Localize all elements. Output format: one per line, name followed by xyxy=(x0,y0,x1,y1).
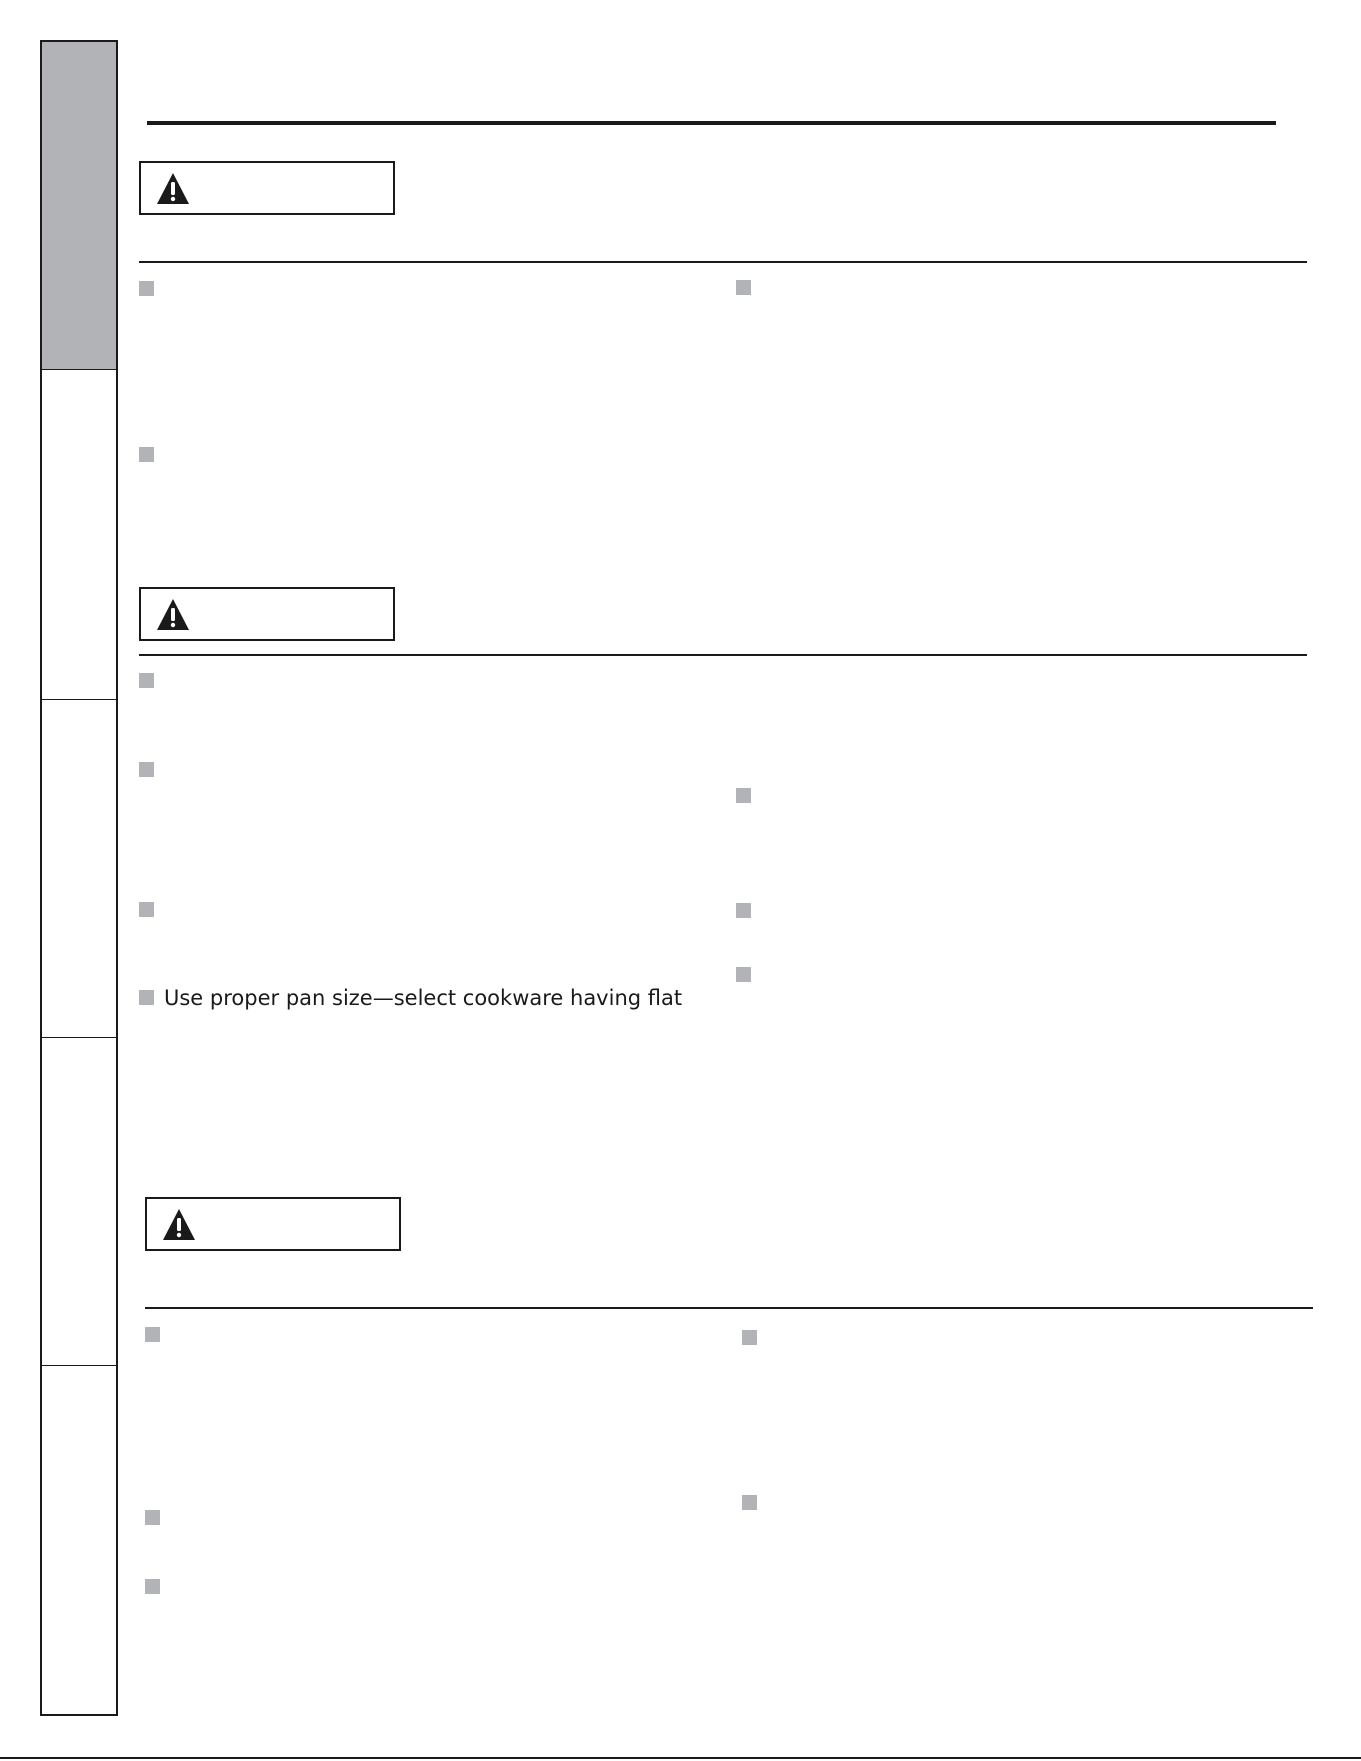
bullet-marker xyxy=(736,280,751,295)
bullet-marker xyxy=(742,1495,757,1510)
bullet-marker xyxy=(145,1327,160,1342)
warning-triangle-icon xyxy=(156,172,190,205)
bullet-text: Use proper pan size—select cookware having flat xyxy=(164,986,683,1010)
bullet-marker xyxy=(139,902,154,917)
footer-rule xyxy=(0,1757,1361,1759)
side-tab-3[interactable] xyxy=(42,700,116,1038)
bullet-marker xyxy=(736,788,751,803)
section-rule xyxy=(139,654,1307,656)
warning-box xyxy=(145,1197,401,1251)
warning-triangle-icon xyxy=(156,598,190,631)
bullet-marker xyxy=(736,903,751,918)
side-tab-strip xyxy=(40,40,118,1716)
bullet-marker xyxy=(139,281,154,296)
section-rule xyxy=(145,1307,1313,1309)
warning-triangle-icon xyxy=(162,1208,196,1241)
bullet-marker xyxy=(145,1579,160,1594)
bullet-marker xyxy=(736,967,751,982)
warning-box xyxy=(139,587,395,641)
bullet-marker xyxy=(145,1510,160,1525)
bullet-marker xyxy=(742,1330,757,1345)
section-rule xyxy=(139,261,1307,263)
bullet-marker xyxy=(139,990,154,1005)
header-rule xyxy=(147,121,1276,125)
bullet-marker xyxy=(139,762,154,777)
warning-box xyxy=(139,161,395,215)
side-tab-1[interactable] xyxy=(42,42,116,370)
bullet-marker xyxy=(139,673,154,688)
side-tab-4[interactable] xyxy=(42,1038,116,1366)
side-tab-5[interactable] xyxy=(42,1366,116,1714)
side-tab-2[interactable] xyxy=(42,370,116,700)
bullet-marker xyxy=(139,447,154,462)
